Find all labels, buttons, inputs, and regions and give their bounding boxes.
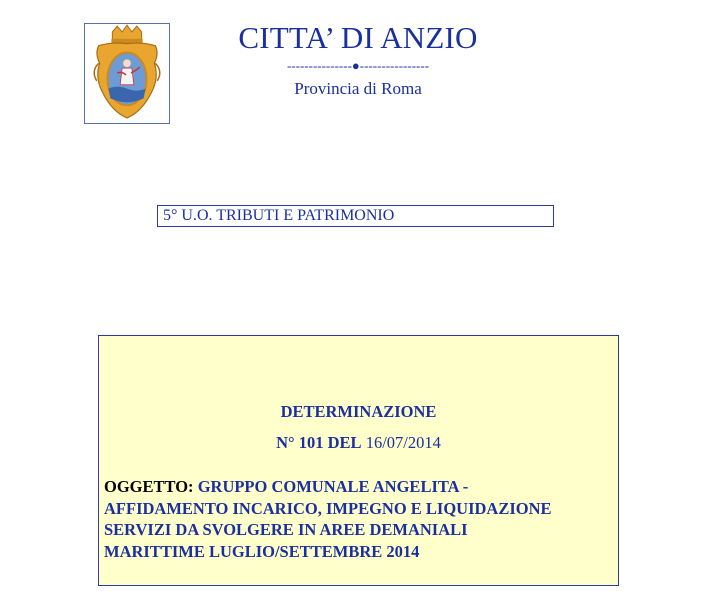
- coat-of-arms-icon: [84, 23, 170, 124]
- determination-date: 16/07/2014: [365, 433, 441, 452]
- determination-box: [98, 335, 619, 586]
- subject-label: OGGETTO:: [104, 477, 194, 496]
- subject-block: [104, 476, 614, 562]
- office-label-box: [157, 205, 554, 227]
- subject-line-4: MARITTIME LUGLIO/SETTEMBRE 2014: [104, 541, 420, 561]
- subject-line-1: GRUPPO COMUNALE ANGELITA -: [197, 477, 469, 496]
- subject-line-2: AFFIDAMENTO INCARICO, IMPEGNO E LIQUIDAZIONE: [104, 498, 552, 518]
- subject-line-3: SERVIZI DA SVOLGERE IN AREE DEMANIALI: [104, 520, 468, 539]
- office-label: 5° U.O. TRIBUTI E PATRIMONIO: [163, 207, 395, 224]
- city-title: CITTA’ DI ANZIO: [238, 20, 478, 55]
- determination-title: DETERMINAZIONE: [280, 402, 437, 421]
- header-divider: ---------------●----------------: [286, 58, 430, 73]
- province-subtitle: Provincia di Roma: [294, 79, 422, 98]
- determination-number: [99, 433, 618, 453]
- determination-number-label: N° 101 DEL: [276, 433, 362, 452]
